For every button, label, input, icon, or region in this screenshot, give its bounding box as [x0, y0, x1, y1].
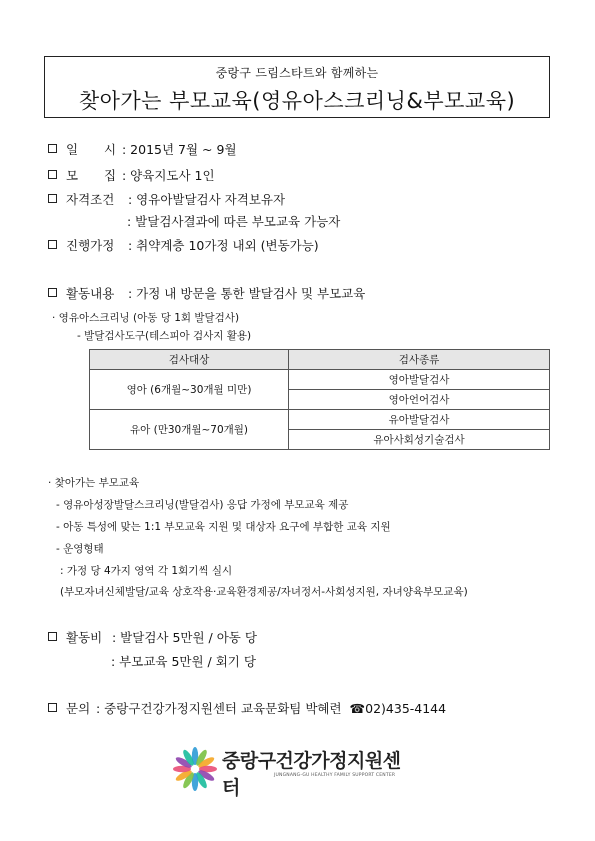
activity-value: : 가정 내 방문을 통한 발달검사 및 부모교육 [128, 286, 366, 301]
fee-value-2: : 부모교육 5만원 / 회기 당 [111, 654, 256, 669]
page-title: 찾아가는 부모교육(영유아스크리닝&부모교육) [78, 89, 516, 113]
activity-row [48, 284, 365, 302]
visit-item-1: - 영유아성장발달스크리닝(발달검사) 응답 가정에 부모교육 제공 [56, 499, 349, 511]
checkbox-square-icon [48, 240, 57, 249]
fee-row [48, 628, 257, 646]
fee-row-2 [111, 652, 256, 670]
qualification-value-1: : 영유아발달검사 자격보유자 [128, 192, 286, 207]
contact-phone: 02)435-4144 [365, 701, 447, 716]
visit-detail-1: : 가정 당 4가지 영역 각 1회기씩 실시 [60, 565, 233, 577]
table-cell-type: 유아발달검사 [289, 410, 550, 430]
visit-detail-2: (부모자녀신체발달/교육 상호작용·교육환경제공/자녀정서-사회성지원, 자녀양육부모교육) [60, 586, 468, 598]
visit-title: · 찾아가는 부모교육 [48, 477, 140, 489]
screening-text: · 영유아스크리닝 (아동 당 1회 발달검사) [52, 312, 240, 324]
inspection-table [89, 349, 550, 450]
activity-label: 활동내용 [66, 286, 115, 301]
period-label: 일 시 [66, 142, 117, 157]
flower-logo-icon [172, 743, 218, 795]
table-header-row [90, 350, 550, 370]
checkbox-square-icon [48, 632, 57, 641]
visit-item-2: - 아동 특성에 맞는 1:1 부모교육 지원 및 대상자 요구에 부합한 교육 지원 [56, 521, 391, 533]
title-subtitle: 중랑구 드림스타트와 함께하는 [215, 66, 379, 80]
checkbox-square-icon [48, 144, 57, 153]
tool-text: - 발달검사도구(테스피아 검사지 활용) [77, 330, 252, 342]
table-header-target: 검사대상 [90, 350, 289, 370]
process-label: 진행가정 [66, 238, 115, 253]
fee-value-1: : 발달검사 5만원 / 아동 당 [112, 630, 257, 645]
contact-row [48, 699, 446, 717]
period-row [48, 140, 237, 158]
checkbox-square-icon [48, 703, 57, 712]
title-box [44, 56, 550, 118]
checkbox-square-icon [48, 194, 57, 203]
period-value: : 2015년 7월 ~ 9월 [122, 142, 237, 157]
process-row [48, 236, 319, 254]
qualification-row-2 [127, 212, 340, 230]
logo-english-name: JUNGNANG-GU HEALTHY FAMILY SUPPORT CENTER [274, 773, 396, 778]
table-cell-target: 영아 (6개월~30개월 미만) [90, 370, 289, 410]
logo-name: 중랑구건강가정지원센터 [222, 750, 401, 799]
center-logo [172, 743, 412, 798]
table-cell-target: 유아 (만30개월~70개월) [90, 410, 289, 450]
contact-value: : 중랑구건강가정지원센터 교육문화팀 박혜련 [96, 701, 342, 716]
recruit-label: 모 집 [66, 168, 117, 183]
qualification-row [48, 190, 285, 208]
qualification-label: 자격조건 [66, 192, 115, 207]
recruit-row [48, 166, 215, 184]
fee-label: 활동비 [66, 630, 103, 645]
visit-item-3: - 운영형태 [56, 543, 104, 555]
recruit-value: : 양육지도사 1인 [122, 168, 215, 183]
table-cell-type: 영아언어검사 [289, 390, 550, 410]
qualification-value-2: : 발달검사결과에 따른 부모교육 가능자 [127, 214, 341, 229]
table-cell-type: 유아사회성기술검사 [289, 430, 550, 450]
table-header-type: 검사종류 [289, 350, 550, 370]
process-value: : 취약계층 10가정 내외 (변동가능) [128, 238, 319, 253]
checkbox-square-icon [48, 288, 57, 297]
table-row [90, 370, 550, 390]
contact-label: 문의 [66, 701, 91, 716]
table-row [90, 410, 550, 430]
checkbox-square-icon [48, 170, 57, 179]
phone-icon: ☎ [349, 701, 366, 716]
table-cell-type: 영아발달검사 [289, 370, 550, 390]
